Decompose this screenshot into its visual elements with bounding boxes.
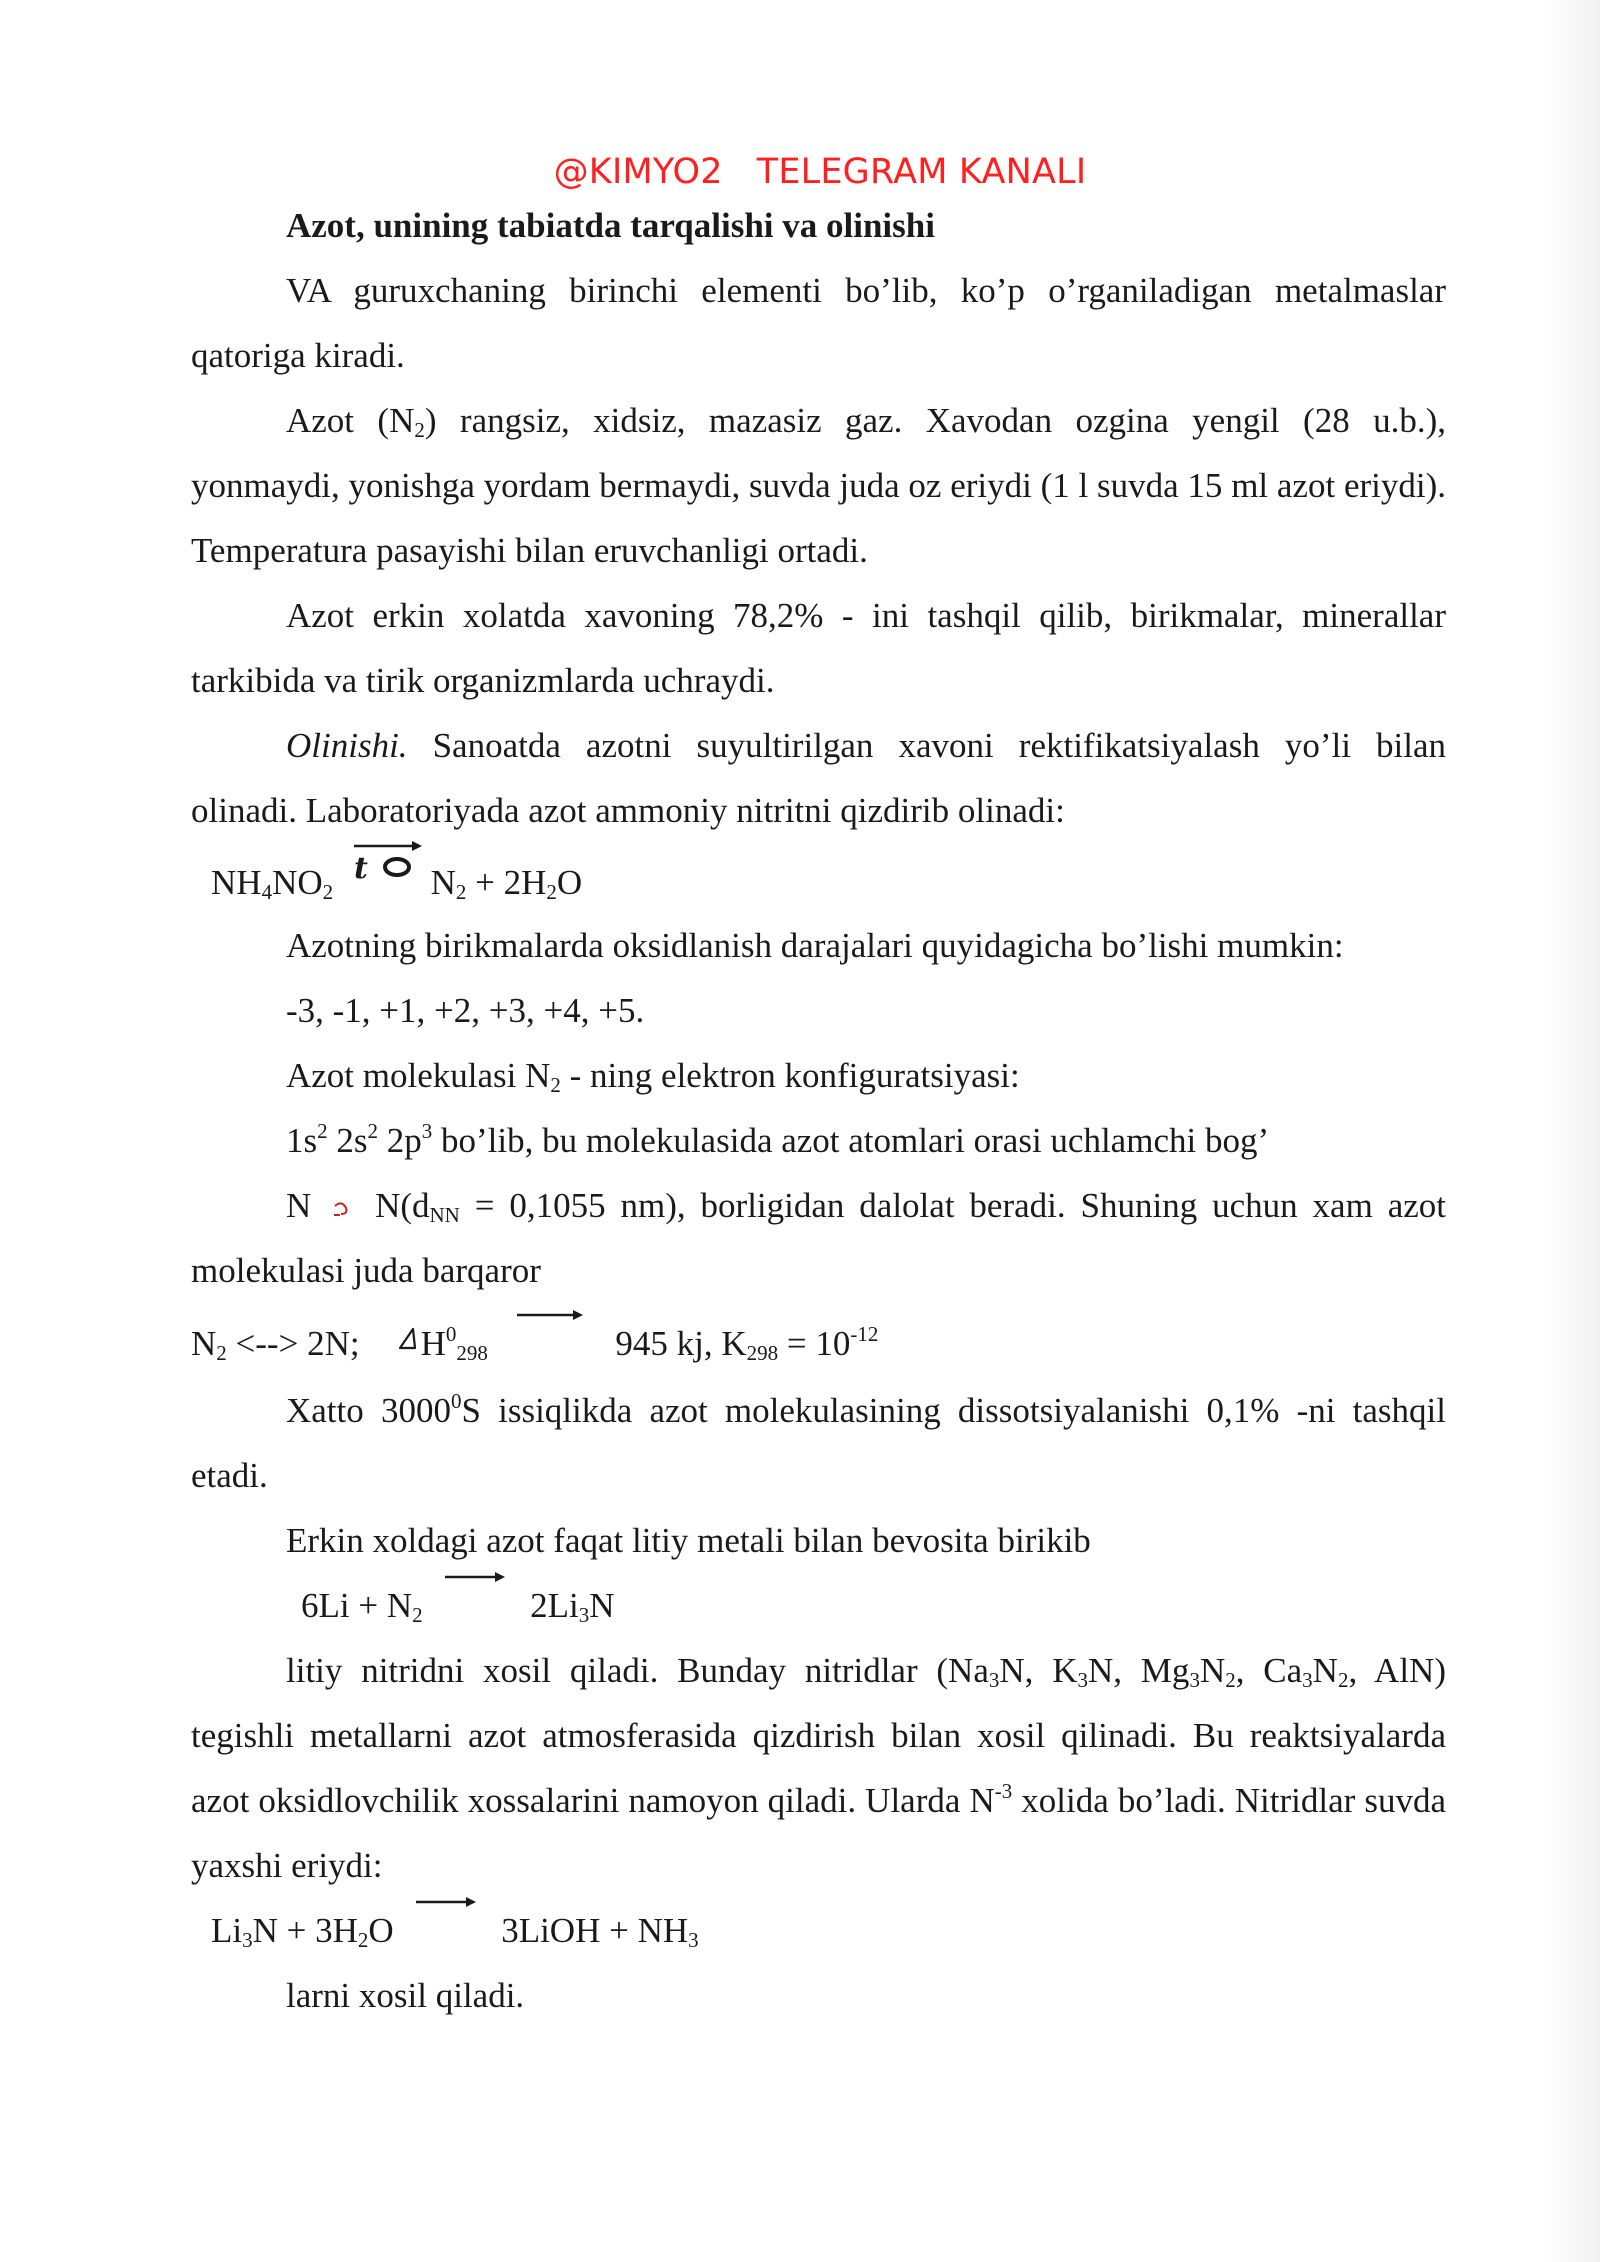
reaction-arrow-icon <box>497 1329 607 1365</box>
paragraph-13: larni xosil qiladi. <box>286 1976 525 2015</box>
heating-arrow-icon <box>342 850 422 906</box>
triple-bond-icon <box>326 1194 360 1224</box>
paragraph-1: VA guruxchaning birinchi elementi bo’lib, ko’p o’rganiladigan metalmaslar qatoriga kiradi. <box>191 271 1446 375</box>
electron-configuration: $1s^2$ $2s^2$ $2p^3$ bo’lib, bu molekulasida azot atomlari orasi uchlamchi bog’ <box>286 1119 1270 1160</box>
paragraph-12: litiy nitridni xosil qiladi. Bunday nitridlar ($Na_3N$, $K_3N$, $Mg_3N_2$, $Ca_3N_2$, AlN) tegishli metallarni azot atmosferasida qizdirish bilan xosil qilinadi. Bu reaktsiyalarda azot oksidlovchilik xossalarini namoyon qiladi. Ularda $N^{-3}$ xolida bo’ladi. Nitridlar suvda yaxshi eriydi: <box>191 1651 1446 1885</box>
paragraph-11: Erkin xoldagi azot faqat litiy metali bilan bevosita birikib <box>286 1521 1091 1560</box>
document-body <box>191 193 1446 2028</box>
delta-icon <box>395 1332 421 1362</box>
paragraph-10: Xatto 3000$^0$S issiqlikda azot molekulasining dissotsiyalanishi 0,1% -ni tashqil etadi. <box>191 1389 1446 1495</box>
reaction-arrow-icon <box>431 1591 521 1627</box>
paragraph-7: Azot molekulasi $N_2$ - ning elektron konfiguratsiyasi: <box>286 1056 1020 1097</box>
equation-ammonium-nitrite: $NH_4NO_2$ t $N_2 + 2H_2O$ <box>191 843 1446 913</box>
reaction-arrow-icon <box>402 1916 492 1952</box>
document-title: Azot, unining tabiatda tarqalishi va olinishi <box>286 206 935 245</box>
olinishi-heading: Olinishi. <box>286 726 408 765</box>
equation-lithium-nitride: $6Li + N_2$ $2Li_3N$ <box>191 1573 1446 1638</box>
paragraph-9: N $N(d_{NN} = 0,1055$ nm), borligidan dalolat beradi. Shuning uchun xam azot molekulasi juda barqaror <box>191 1186 1446 1290</box>
paragraph-2: Azot $(N_2)$ rangsiz, xidsiz, mazasiz gaz. Xavodan ozgina yengil (28 u.b.), yonmaydi, yonishga yordam bermaydi, suvda juda oz eriydi (1 l suvda 15 ml azot eriydi). Temperatura pasayishi bilan eruvchanligi ortadi. <box>191 401 1446 570</box>
paragraph-5: Azotning birikmalarda oksidlanish darajalari quyidagicha bo’lishi mumkin: <box>286 926 1344 965</box>
watermark-telegram: @KIMYO2 TELEGRAM KANALI <box>553 152 1087 192</box>
equation-lithium-nitride-hydrolysis: $Li_3N + 3H_2O$ 3LiOH + $NH_3$ <box>191 1898 1446 1963</box>
paragraph-3: Azot erkin xolatda xavoning 78,2% - ini tashqil qilib, birikmalar, minerallar tarkibida va tirik organizmlarda uchraydi. <box>191 596 1446 700</box>
oxidation-states: -3, -1, +1, +2, +3, +4, +5. <box>286 991 645 1030</box>
equation-dissociation: $N_2$ <--> 2N; $H^0_{298}$ 945 kj, $K_{298} = 10^{-12}$ <box>191 1303 1446 1378</box>
paragraph-4: Olinishi. Sanoatda azotni suyultirilgan xavoni rektifikatsiyalash yo’li bilan olinadi. Laboratoriyada azot ammoniy nitritni qizdirib olinadi: <box>191 726 1446 830</box>
svg-text:t: t <box>353 850 368 886</box>
